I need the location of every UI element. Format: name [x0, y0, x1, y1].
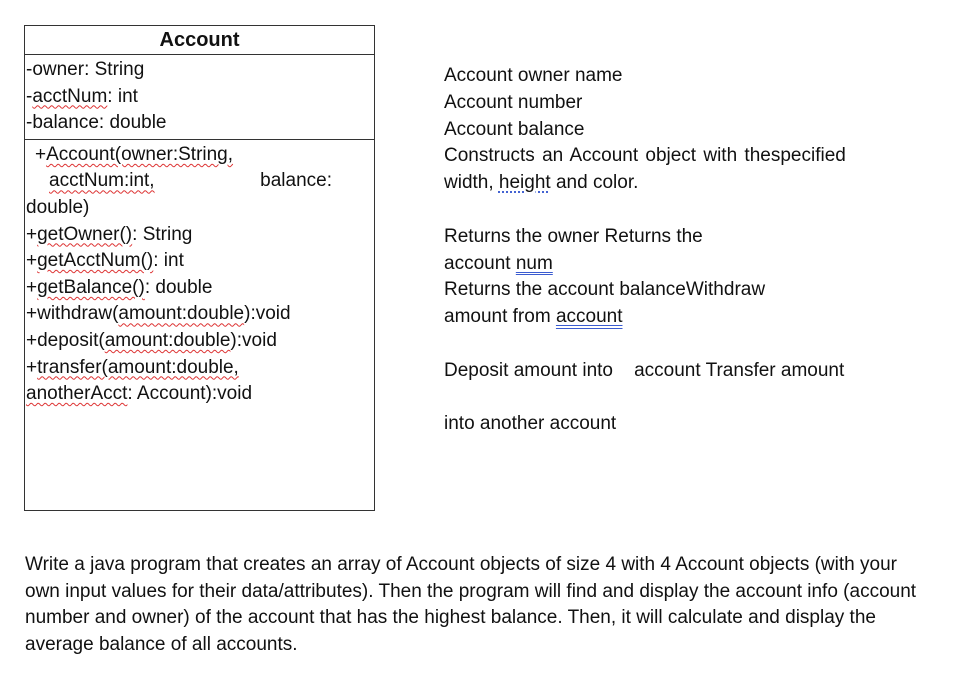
uml-method-getacctnum: +getAcctNum(): int	[26, 250, 184, 272]
desc-deposit-transfer: Deposit amount into account Transfer amount	[444, 359, 845, 381]
desc-withdraw-cont: amount from account	[444, 306, 623, 328]
desc-spacer-2	[444, 331, 904, 358]
desc-transfer-cont: into another account	[444, 413, 617, 435]
uml-method-constructor-end: double)	[26, 196, 90, 218]
uml-methods-section	[25, 140, 374, 408]
uml-method-getowner: +getOwner(): String	[26, 223, 193, 245]
uml-class-box	[24, 25, 375, 511]
uml-method-getbalance: +getBalance(): double	[26, 276, 213, 298]
desc-getbalance-withdraw: Returns the account balanceWithdraw	[444, 279, 766, 301]
method-descriptions	[444, 63, 904, 438]
uml-method-transfer-params: anotherAcct: Account):void	[26, 383, 253, 405]
task-instructions: Write a java program that creates an array of Account objects of size 4 with 4 Account objects (with your own input values for their data/attributes). Then the program will find and display the account info (account number and owner) of the account that has the highest balance. Then, it will calculate and display the average balance of all accounts.	[25, 554, 917, 655]
uml-attribute-acctnum: -acctNum: int	[26, 85, 138, 107]
desc-owner: Account owner name	[444, 65, 623, 86]
desc-getowner: Returns the owner Returns the	[444, 225, 703, 247]
uml-class-name: Account	[25, 26, 374, 55]
uml-attribute-owner: -owner: String	[26, 59, 145, 80]
desc-balance: Account balance	[444, 118, 585, 140]
uml-method-transfer: +transfer(amount:double,	[26, 356, 239, 378]
uml-method-constructor-params: acctNum:int, balance:	[49, 170, 332, 192]
desc-spacer-3	[444, 385, 904, 412]
desc-constructor-cont: width, height and color.	[444, 172, 639, 194]
uml-attributes-section	[25, 55, 374, 140]
desc-getacctnum: account num	[444, 252, 553, 274]
uml-method-withdraw: +withdraw(amount:double):void	[26, 303, 291, 325]
desc-spacer	[444, 197, 904, 224]
uml-method-deposit: +deposit(amount:double):void	[26, 329, 277, 351]
desc-acctnum: Account number	[444, 91, 583, 113]
uml-method-constructor: +Account(owner:String,	[35, 143, 234, 165]
uml-attribute-balance: -balance: double	[26, 112, 167, 134]
desc-constructor: Constructs an Account object with thespecified	[444, 145, 846, 167]
